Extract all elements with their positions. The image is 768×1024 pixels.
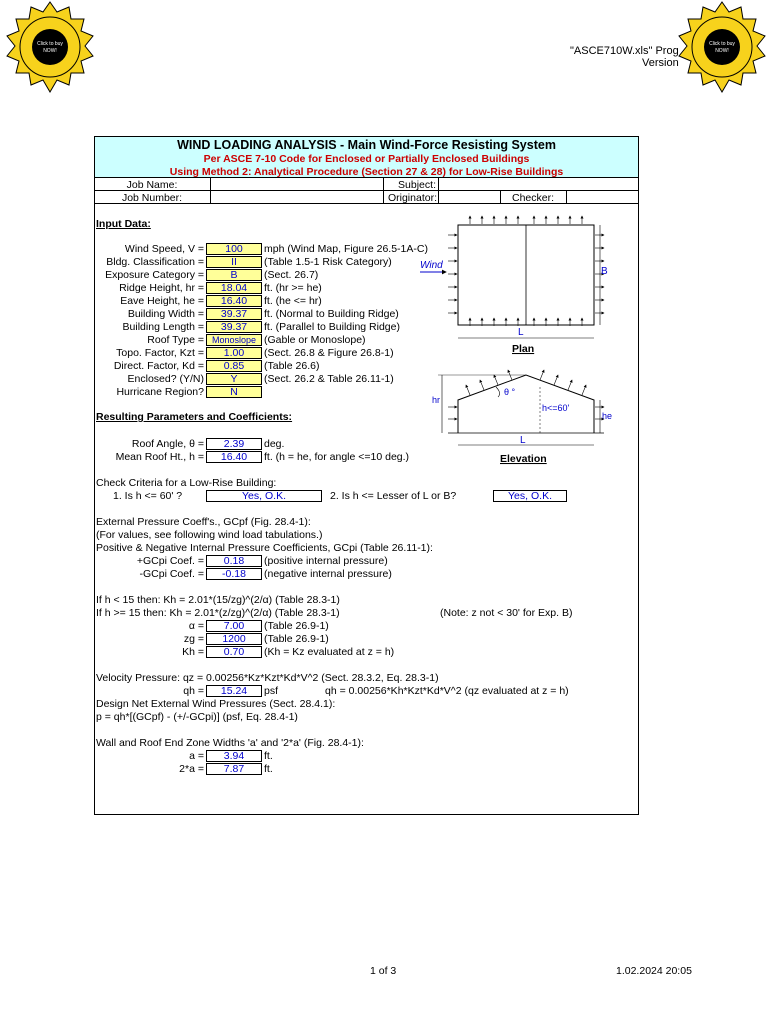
input-note-10: (Sect. 26.2 & Table 26.11-1) — [264, 373, 394, 385]
zone-value-1: 7.87 — [206, 763, 262, 775]
input-note-9: (Table 26.6) — [264, 360, 320, 372]
gcpi-value-0: 0.18 — [206, 555, 262, 567]
job-number-label: Job Number: — [121, 192, 183, 204]
zone-label-0: a = — [189, 750, 204, 762]
title-main-prefix: WIND LOADING ANALYSIS — [177, 138, 337, 152]
input-note-3: ft. (hr >= he) — [264, 282, 322, 294]
program-version: Version — [642, 57, 679, 69]
input-note-2: (Sect. 26.7) — [264, 269, 319, 281]
job-name-label: Job Name: — [126, 179, 178, 191]
result-label-0: Roof Angle, θ = — [131, 438, 204, 450]
input-label-5: Building Width = — [127, 308, 204, 320]
dim-L-elev-label: L — [520, 435, 526, 446]
zone-label-1: 2*a = — [179, 763, 204, 775]
originator-label: Originator: — [387, 192, 437, 204]
title-line3: Using Method 2: Analytical Procedure (Section 27 & 28) for Low-Rise Buildings — [169, 166, 564, 178]
input-value-3[interactable]: 18.04 — [206, 282, 262, 294]
svg-text:Click to buy: Click to buy — [709, 41, 735, 47]
job-name-field[interactable] — [211, 179, 383, 191]
result-value-1: 16.40 — [206, 451, 262, 463]
kh-value-1: 1200 — [206, 633, 262, 645]
qh-label: qh = — [183, 685, 204, 697]
input-value-2[interactable]: B — [206, 269, 262, 281]
theta-label: θ ° — [504, 387, 516, 397]
kh-label-1: zg = — [183, 633, 204, 645]
kh-value-2: 0.70 — [206, 646, 262, 658]
zone-title: Wall and Roof End Zone Widths 'a' and '2*a' (Fig. 28.4-1): — [96, 737, 364, 749]
kh-note-1: (Table 26.9-1) — [264, 633, 329, 645]
result-label-1: Mean Roof Ht., h = — [115, 451, 204, 463]
plan-diagram — [418, 210, 618, 360]
velocity-line1: Velocity Pressure: qz = 0.00256*Kz*Kzt*Kd*V^2 (Sect. 28.3.2, Eq. 28.3-1) — [96, 672, 439, 684]
external-line2: (For values, see following wind load tabulations.) — [96, 529, 323, 541]
result-note-1: ft. (h = he, for angle <=10 deg.) — [264, 451, 410, 463]
svg-text:NOW!: NOW! — [715, 48, 729, 54]
input-label-10: Enclosed? (Y/N) — [127, 373, 204, 385]
input-value-5[interactable]: 39.37 — [206, 308, 262, 320]
elevation-diagram — [418, 355, 618, 470]
input-note-0: mph (Wind Map, Figure 26.5-1A-C) — [264, 243, 428, 255]
input-value-7[interactable]: Monoslope — [206, 334, 262, 346]
result-value-0: 2.39 — [206, 438, 262, 450]
program-name: "ASCE710W.xls" Prog — [570, 45, 679, 57]
input-note-5: ft. (Normal to Building Ridge) — [264, 308, 399, 320]
title-block — [94, 136, 639, 178]
zone-note-0: ft. — [264, 750, 273, 762]
criteria-a1: Yes, O.K. — [206, 490, 322, 502]
input-label-0: Wind Speed, V = — [124, 243, 204, 255]
input-value-1[interactable]: II — [206, 256, 262, 268]
subject-field[interactable] — [439, 179, 638, 191]
kh-line2: If h >= 15 then: Kh = 2.01*(z/zg)^(2/α) (Table 28.3-1) — [96, 607, 340, 619]
velocity-line4: p = qh*[(GCpf) - (+/-GCpi)] (psf, Eq. 28.4-1) — [96, 711, 298, 723]
pdf-xchange-stamp-right[interactable] — [672, 0, 768, 100]
input-note-8: (Sect. 26.8 & Figure 26.8-1) — [264, 347, 394, 359]
checker-field[interactable] — [567, 192, 638, 204]
kh-label-0: α = — [188, 620, 204, 632]
input-label-11: Hurricane Region? — [116, 386, 204, 398]
kh-line1: If h < 15 then: Kh = 2.01*(15/zg)^(2/α) (Table 28.3-1) — [96, 594, 340, 606]
page-number: 1 of 3 — [370, 965, 397, 977]
elevation-label: Elevation — [500, 453, 547, 465]
job-number-field[interactable] — [211, 192, 383, 204]
dim-L-plan-label: L — [518, 327, 524, 338]
qh-note: qh = 0.00256*Kh*Kzt*Kd*V^2 (qz evaluated at z = h) — [325, 685, 569, 697]
he-label: he — [602, 411, 613, 421]
kh-label-2: Kh = — [182, 646, 204, 658]
input-label-1: Bldg. Classification = — [106, 256, 204, 268]
wind-label: Wind — [420, 260, 443, 271]
input-value-6[interactable]: 39.37 — [206, 321, 262, 333]
plan-label: Plan — [512, 343, 535, 355]
input-label-4: Eave Height, he = — [120, 295, 204, 307]
input-label-8: Topo. Factor, Kzt = — [116, 347, 204, 359]
external-line1: External Pressure Coeff's., GCpf (Fig. 28.4-1): — [96, 516, 311, 528]
result-note-0: deg. — [264, 438, 285, 450]
print-date: 1.02.2024 20:05 — [616, 965, 692, 977]
h60-label: h<=60' — [542, 403, 570, 413]
gcpi-value-1: -0.18 — [206, 568, 262, 580]
zone-value-0: 3.94 — [206, 750, 262, 762]
input-value-10[interactable]: Y — [206, 373, 262, 385]
gcpi-note-1: (negative internal pressure) — [264, 568, 392, 580]
input-note-4: ft. (he <= hr) — [264, 295, 322, 307]
kh-value-0: 7.00 — [206, 620, 262, 632]
input-label-6: Building Length = — [122, 321, 204, 333]
kh-note-0: (Table 26.9-1) — [264, 620, 329, 632]
input-value-0[interactable]: 100 — [206, 243, 262, 255]
input-value-9[interactable]: 0.85 — [206, 360, 262, 372]
criteria-q2: 2. Is h <= Lesser of L or B? — [330, 490, 457, 502]
title-main-suffix: - Main Wind-Force Resisting System — [336, 138, 556, 152]
input-label-7: Roof Type = — [147, 334, 204, 346]
input-label-2: Exposure Category = — [105, 269, 204, 281]
input-heading: Input Data: — [96, 218, 151, 230]
originator-field[interactable] — [439, 192, 500, 204]
input-value-8[interactable]: 1.00 — [206, 347, 262, 359]
input-value-4[interactable]: 16.40 — [206, 295, 262, 307]
title-main — [95, 138, 638, 152]
title-line2: Per ASCE 7-10 Code for Enclosed or Partially Enclosed Buildings — [203, 153, 530, 165]
gcpi-note-0: (positive internal pressure) — [264, 555, 388, 567]
results-heading: Resulting Parameters and Coefficients: — [96, 411, 293, 423]
dim-B-label: B — [601, 266, 608, 277]
subject-label: Subject: — [398, 179, 436, 191]
input-label-9: Direct. Factor, Kd = — [113, 360, 204, 372]
criteria-a2: Yes, O.K. — [493, 490, 567, 502]
input-note-1: (Table 1.5-1 Risk Category) — [264, 256, 392, 268]
checker-label: Checker: — [511, 192, 554, 204]
criteria-q1: 1. Is h <= 60' ? — [113, 490, 183, 502]
qh-value: 15.24 — [206, 685, 262, 697]
external-line3: Positive & Negative Internal Pressure Coefficients, GCpi (Table 26.11-1): — [96, 542, 433, 554]
kh-line2-note: (Note: z not < 30' for Exp. B) — [440, 607, 573, 619]
velocity-line3: Design Net External Wind Pressures (Sect. 28.4.1): — [96, 698, 336, 710]
qh-unit: psf — [264, 685, 279, 697]
hr-label: hr — [432, 395, 441, 405]
svg-text:NOW!: NOW! — [43, 48, 57, 54]
input-value-11[interactable]: N — [206, 386, 262, 398]
criteria-title: Check Criteria for a Low-Rise Building: — [96, 477, 277, 489]
input-note-6: ft. (Parallel to Building Ridge) — [264, 321, 400, 333]
svg-text:Click to buy: Click to buy — [37, 41, 63, 47]
gcpi-label-1: -GCpi Coef. = — [139, 568, 204, 580]
gcpi-label-0: +GCpi Coef. = — [136, 555, 204, 567]
kh-note-2: (Kh = Kz evaluated at z = h) — [264, 646, 395, 658]
zone-note-1: ft. — [264, 763, 273, 775]
input-note-7: (Gable or Monoslope) — [264, 334, 366, 346]
pdf-xchange-stamp-left[interactable] — [0, 0, 100, 100]
input-label-3: Ridge Height, hr = — [119, 282, 204, 294]
